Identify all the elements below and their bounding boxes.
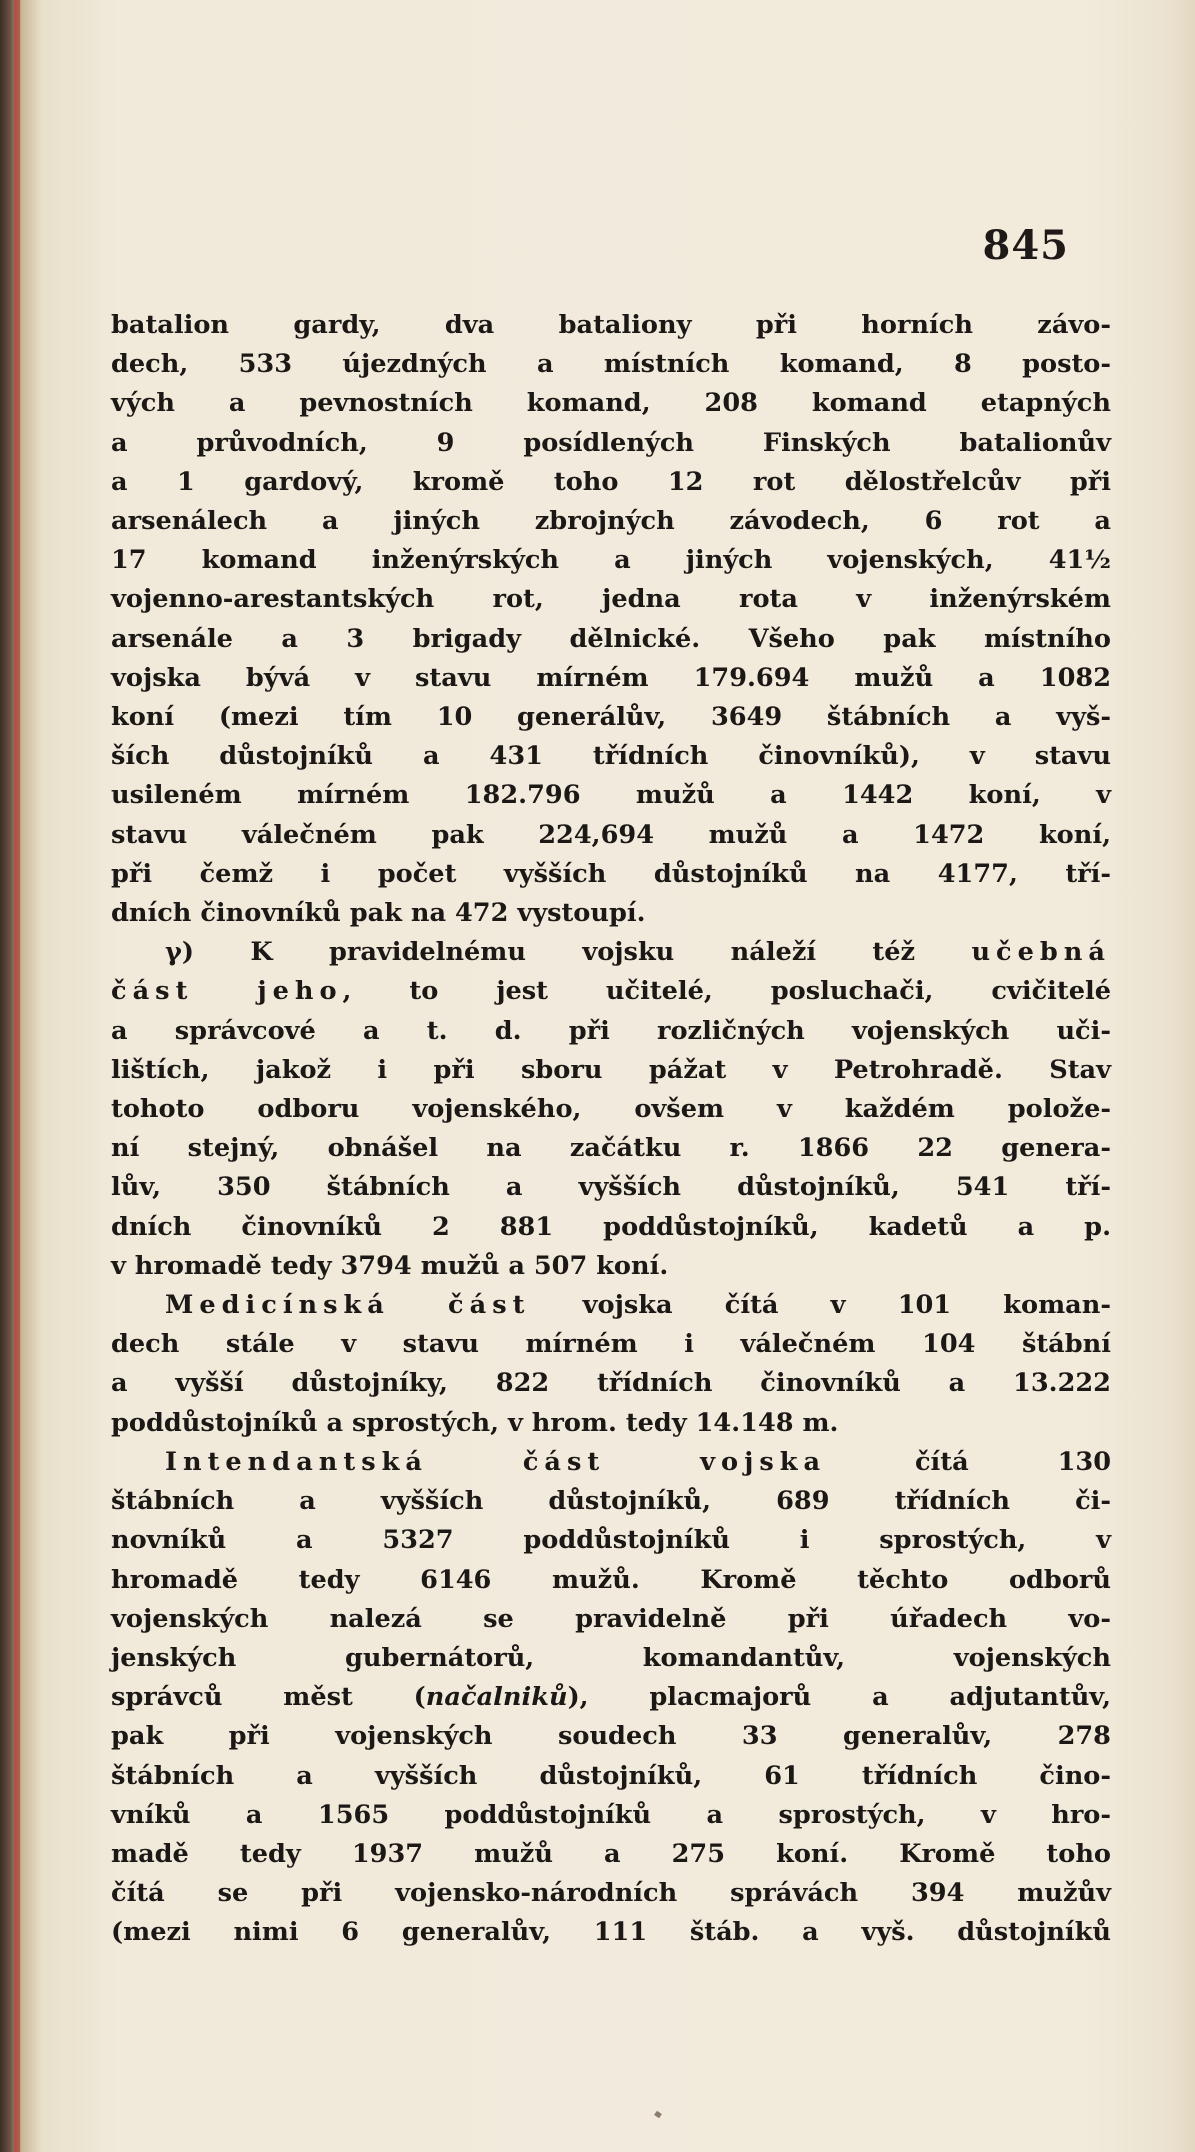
text-fragment: vojska čítá v 101 koman- bbox=[530, 1290, 1111, 1321]
text-fragment: čítá 130 bbox=[826, 1446, 1111, 1477]
text-line: a 1 gardový, kromě toho 12 rot dělostřelcův při bbox=[111, 466, 1111, 497]
text-line: při čemž i počet vyšších důstojníků na 4177, tří- bbox=[111, 858, 1111, 889]
text-line: dních činovníků pak na 472 vystoupí. bbox=[111, 898, 646, 929]
paragraph-first-line bbox=[111, 1286, 1111, 1325]
text-line: madě tedy 1937 mužů a 275 koní. Kromě toho bbox=[111, 1838, 1111, 1869]
page-number: 845 bbox=[982, 222, 1069, 269]
page-text bbox=[111, 306, 1111, 1953]
text-line: dech stále v stavu mírném i válečném 104 štábní bbox=[111, 1329, 1111, 1360]
text-line: a správcové a t. d. při rozličných vojenských uči- bbox=[111, 1015, 1111, 1046]
text-line: 17 komand inženýrských a jiných vojenských, 41½ bbox=[111, 545, 1111, 576]
text-line: lištích, jakož i při sboru pážat v Petrohradě. Stav bbox=[111, 1054, 1111, 1085]
text-line: ní stejný, obnášel na začátku r. 1866 22 genera- bbox=[111, 1133, 1111, 1164]
text-line bbox=[111, 972, 1111, 1011]
text-line: hromadě tedy 6146 mužů. Kromě těchto odborů bbox=[111, 1564, 1111, 1595]
text-line: koní (mezi tím 10 generálův, 3649 štábních a vyš- bbox=[111, 702, 1111, 733]
text-line: ších důstojníků a 431 třídních činovníků), v stavu bbox=[111, 741, 1111, 772]
text-line: vojenských nalezá se pravidelně při úřadech vo- bbox=[111, 1603, 1111, 1634]
text-line: poddůstojníků a sprostých, v hrom. tedy 14.148 m. bbox=[111, 1407, 839, 1438]
spaced-emphasis: Intendantská část vojska bbox=[165, 1446, 827, 1477]
text-line: čítá se při vojensko-národních správách 394 mužův bbox=[111, 1878, 1111, 1909]
text-fragment: ), placmajorů a adjutantův, bbox=[567, 1682, 1111, 1713]
binding-edge bbox=[14, 0, 20, 2152]
text-line: vých a pevnostních komand, 208 komand etapných bbox=[111, 388, 1111, 419]
text-line: novníků a 5327 poddůstojníků i sprostých, v bbox=[111, 1525, 1111, 1556]
text-fragment: správců měst ( bbox=[111, 1682, 426, 1713]
spaced-emphasis: učebná bbox=[971, 937, 1111, 968]
spaced-emphasis: část jeho bbox=[111, 976, 343, 1007]
text-line: vojenno-arestantských rot, jedna rota v inženýrském bbox=[111, 584, 1111, 615]
text-line: a vyšší důstojníky, 822 třídních činovníků a 13.222 bbox=[111, 1368, 1111, 1399]
text-line: štábních a vyšších důstojníků, 689 třídních či- bbox=[111, 1486, 1111, 1517]
text-line: batalion gardy, dva bataliony při horních závo- bbox=[111, 310, 1111, 340]
italic-term: načalniků bbox=[425, 1682, 568, 1713]
text-line: v hromadě tedy 3794 mužů a 507 koní. bbox=[111, 1250, 669, 1281]
text-fragment: , to jest učitelé, posluchači, cvičitelé bbox=[342, 976, 1111, 1007]
text-line: a průvodních, 9 posídlených Finských batalionův bbox=[111, 427, 1111, 458]
text-line: pak při vojenských soudech 33 generalův, 278 bbox=[111, 1721, 1111, 1752]
text-line: lův, 350 štábních a vyšších důstojníků, 541 tří- bbox=[111, 1172, 1111, 1203]
text-line: dech, 533 újezdných a místních komand, 8 posto- bbox=[111, 349, 1111, 380]
text-line: dních činovníků 2 881 poddůstojníků, kadetů a p. bbox=[111, 1211, 1111, 1242]
spaced-emphasis: Medicínská část bbox=[165, 1290, 531, 1321]
paragraph-first-line bbox=[111, 1443, 1111, 1482]
text-line: (mezi nimi 6 generalův, 111 štáb. a vyš. důstojníků bbox=[111, 1917, 1111, 1948]
paper-speck bbox=[654, 2111, 662, 2119]
text-line bbox=[111, 1678, 1111, 1717]
text-line: stavu válečném pak 224,694 mužů a 1472 koní, bbox=[111, 819, 1111, 850]
text-fragment: γ) K pravidelnému vojsku náleží též bbox=[165, 937, 972, 968]
text-line: jenských gubernátorů, komandantův, vojenských bbox=[111, 1642, 1111, 1673]
paragraph-first-line bbox=[111, 933, 1111, 972]
text-line: arsenále a 3 brigady dělnické. Všeho pak místního bbox=[111, 623, 1111, 654]
text-line: vojska bývá v stavu mírném 179.694 mužů a 1082 bbox=[111, 662, 1111, 693]
text-line: tohoto odboru vojenského, ovšem v každém polože- bbox=[111, 1094, 1111, 1125]
text-line: usileném mírném 182.796 mužů a 1442 koní, v bbox=[111, 780, 1111, 811]
text-line: vníků a 1565 poddůstojníků a sprostých, v hro- bbox=[111, 1799, 1111, 1830]
text-line: štábních a vyšších důstojníků, 61 třídních čino- bbox=[111, 1760, 1111, 1791]
text-line: arsenálech a jiných zbrojných závodech, 6 rot a bbox=[111, 506, 1111, 537]
